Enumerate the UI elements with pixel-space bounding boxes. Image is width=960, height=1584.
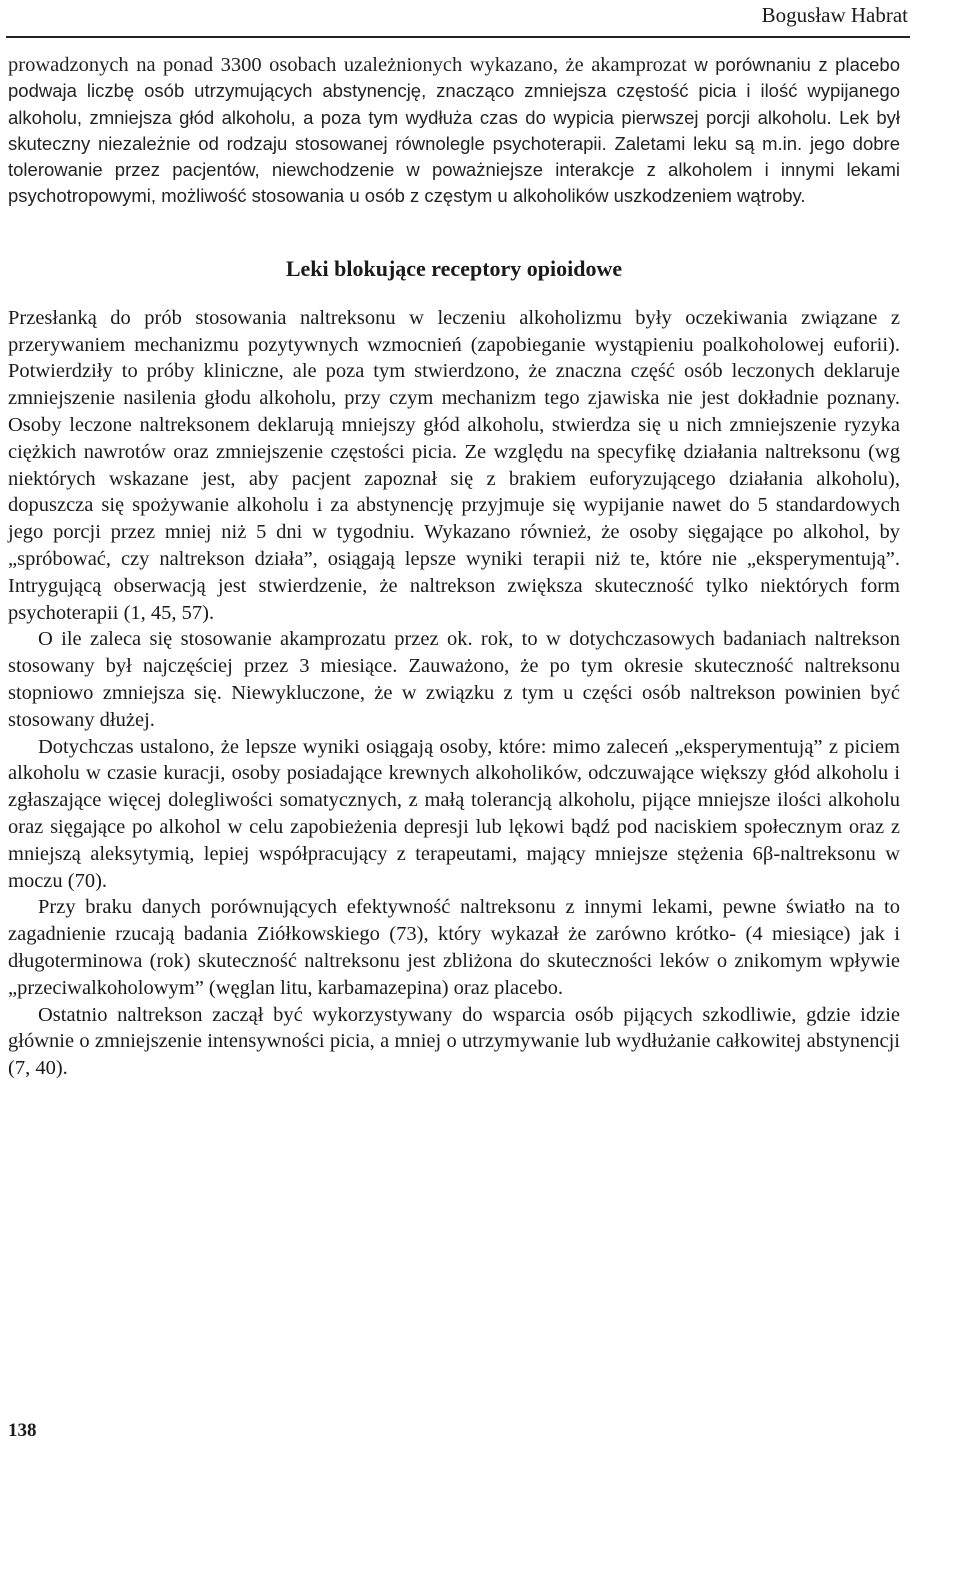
page-content	[8, 52, 900, 1082]
section-body	[8, 305, 900, 1082]
body-paragraph-2: O ile zaleca się stosowanie akamprozatu przez ok. rok, to w dotychczasowych badaniach naltrekson stosowany był najczęściej przez 3 miesiące. Zauważono, że po tym okresie skuteczność naltreksonu stopniowo zmniejsza się. Niewykluczone, że w związku z tym u części osób naltrekson powinien być stosowany dłużej.	[8, 628, 900, 731]
body-paragraph-4: Przy braku danych porównujących efektywność naltreksonu z innymi lekami, pewne światło na to zagadnienie rzucają badania Ziółkowskiego (73), który wykazał że zarówno krótko- (4 miesiące) jak i długoterminowa (rok) skuteczność naltreksonu jest zbliżona do skuteczności leków o znikomym wpływie „przeciwalkoholowym” (węglan litu, karbamazepina) oraz placebo.	[8, 896, 900, 999]
body-paragraph-3: Dotychczas ustalono, że lepsze wyniki osiągają osoby, które: mimo zaleceń „eksperymentują” z piciem alkoholu w czasie kuracji, osoby posiadające krewnych alkoholików, odczuwające większy głód alkoholu i zgłaszające więcej dolegliwości somatycznych, z małą tolerancją alkoholu, pijące mniejsze ilości alkoholu oraz sięgające po alkohol w celu zapobieżenia depresji lub lękowi bądź pod naciskiem społecznym oraz z mniejszą aleksytymią, lepiej współpracujący z terapeutami, mający mniejsze stężenia 6β-naltreksonu w moczu (70).	[8, 735, 900, 892]
header-rule	[6, 36, 910, 38]
intro-paragraph	[8, 52, 900, 210]
intro-first-line: prowadzonych na ponad 3300 osobach uzależnionych wykazano, że akamprozat	[8, 54, 687, 76]
body-paragraph-1: Przesłanką do prób stosowania naltreksonu w leczeniu alkoholizmu były oczekiwania związane z przerywaniem mechanizmu pozytywnych wzmocnień (zapobieganie wystąpieniu poalkoholowej euforii). Potwierdziły to próby kliniczne, ale poza tym stwierdzono, że znaczna część osób leczonych deklaruje zmniejszenie nasilenia głodu alkoholu, przy czym mechanizm tego zjawiska nie jest dokładnie poznany. Osoby leczone naltreksonem deklarują mniejszy głód alkoholu, stwierdza się u nich zmniejszenie ryzyka ciężkich nawrotów oraz zmniejszenie częstości picia. Ze względu na specyfikę działania naltreksonu (wg niektórych wskazane jest, aby pacjent zapoznał się z brakiem euforyzującego działania alkoholu), dopuszcza się spożywanie alkoholu i za abstynencję przyjmuje się wypijanie nawet do 5 standardowych jego porcji przez mniej niż 5 dni w tygodniu. Wykazano również, że osoby sięgające po alkohol, by „spróbować, czy naltrekson działa”, osiągają lepsze wyniki terapii niż te, które nie „eksperymentują”. Intrygującą obserwacją jest stwierdzenie, że naltrekson zwiększa skuteczność tylko niektórych form psychoterapii (1, 45, 57).	[8, 306, 900, 624]
section-heading: Leki blokujące receptory opioidowe	[285, 255, 623, 281]
page-number: 138	[8, 1420, 37, 1441]
body-paragraph-5: Ostatnio naltrekson zaczął być wykorzystywany do wsparcia osób pijących szkodliwie, gdzie idzie głównie o zmniejszenie intensywności picia, a mniej o utrzymywanie lub wydłużanie całkowitej abstynencji (7, 40).	[8, 1003, 900, 1080]
running-head-author: Bogusław Habrat	[761, 3, 908, 27]
intro-continuation: w porównaniu z placebo podwaja liczbę osób utrzymujących abstynencję, znacząco zmniejsza częstość picia i ilość wypijanego alkoholu, zmniejsza głód alkoholu, a poza tym wydłuża czas do wypicia pierwszej porcji alkoholu. Lek był skuteczny niezależnie od rodzaju stosowanej równolegle psychoterapii. Zaletami leku są m.in. jego dobre tolerowanie przez pacjentów, niewchodzenie w poważniejsze interakcje z alkoholem i innymi lekami psychotropowymi, możliwość stosowania u osób z częstym u alkoholików uszkodzeniem wątroby.	[8, 54, 900, 207]
